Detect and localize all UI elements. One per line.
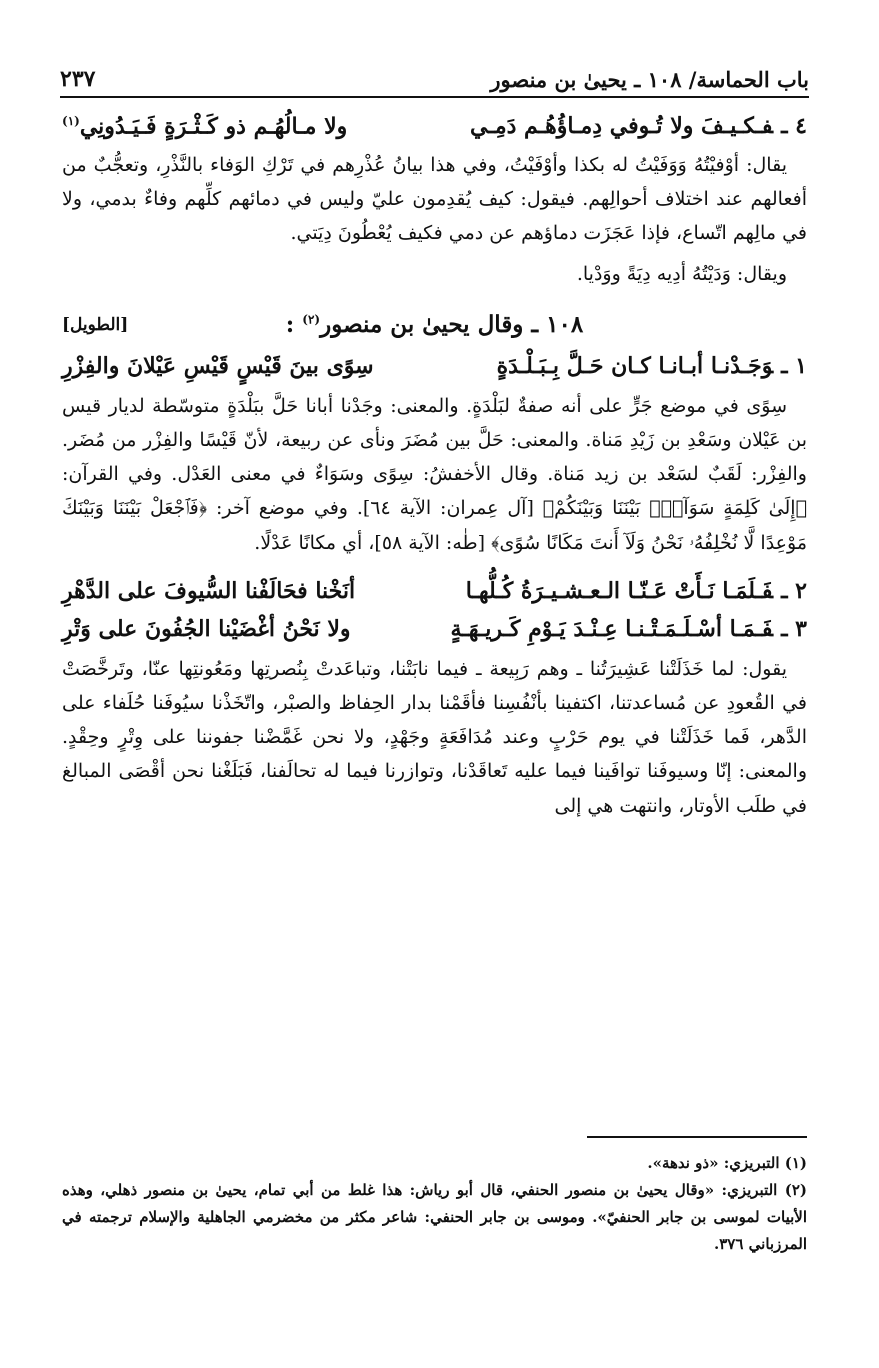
verse-3 — [62, 612, 807, 650]
commentary-paragraph-4: يقول: لما خَذَلَتْنا عَشِيرَتُنا ـ وهم رَبِيعة ـ فيما نابَتْنا، وتباعَدتْ بِنُصرتِها ومَعُونتِها عنّا، وتَرخَّصَتْ في القُعودِ عن مُساعدتنا، اكتفينا بأنْفُسِنا فأقَمْنا بدار الحِفاظ والصبْر، واتّخَذْنا سيُوفَنا حُلَفاء على الدَّهر، فَما خَذَلَتْنا في يوم حَرْبٍ وعند مُدَافَعَةٍ وجَهْدٍ، ولا نحن غَمَّضْنا جفوننا على وِتْرٍ وحِقْدٍ. والمعنى: إنّا وسيوفَنا توافَينا فيما عليه تَعاقَدْنا، وتوازرنا فيما له تحالَفنا، فَبَلَغْنا نحن أقْصَى المبالغ في طلَب الأوتار، وانتهت هي إلى — [62, 657, 807, 817]
verse-number: ١ ـ — [781, 352, 807, 379]
footnote-ref-1: (١) — [62, 114, 80, 128]
verse-text: فَـمَـا أسْـلَـمَـتْـنـا عِـنْـدَ يَـوْمِ كَـريـهَـةٍ — [450, 615, 774, 642]
verse-1-first-hemistich — [497, 349, 807, 383]
verse-2-second-hemistich: أنَخْنا فحَالَفْنا السُّيوفَ على الدَّهْرِ — [62, 577, 356, 604]
verse-4-second-hemistich — [62, 104, 347, 143]
footnotes — [62, 1150, 807, 1258]
page-number: ٢٣٧ — [60, 66, 96, 92]
meter-label: [الطويل] — [62, 314, 129, 335]
verse-number: ٣ ـ — [781, 615, 807, 642]
verse-4-first-hemistich — [470, 109, 807, 143]
verse-3-second-hemistich: ولا نَحْنُ أغْضَيْنا الجُفُونَ على وَتْرِ — [62, 615, 351, 642]
footnote-rule — [587, 1136, 807, 1138]
footnote-2: (٢) التبريزي: «وقال يحيىٰ بن منصور الحنفي، قال أبو رياش: هذا غلط من أبي تمام، يحيىٰ بن منصور ذهلي، وهذه الأبيات لموسى بن جابر الحنفيّ». وموسى بن جابر الحنفي: شاعر مكثر من مخضرمي الجاهلية والإسلام ترجمته في المرزباني ٣٧٦. — [62, 1181, 807, 1253]
verse-text: ولا مـالُهُـم ذو كَـثْـرَةٍ فَـيَـدُونِي — [79, 113, 348, 140]
verse-1-second-hemistich: سِوًى بينَ قَيْسٍ قَيْسِ عَيْلانَ والفِزْرِ — [62, 352, 374, 379]
footnote-ref-2: (٢) — [302, 312, 321, 327]
verse-4 — [62, 104, 807, 142]
verse-3-first-hemistich — [450, 612, 807, 646]
poem-title — [286, 311, 583, 338]
verse-2 — [62, 574, 807, 612]
commentary-paragraph-1: يقال: أوْفيْتُهُ وَوَفَيْتُ له بكذا وأوْفَيْتُ، وفي هذا بيانُ عُذْرِهم في تَرْكِ الوَفاء بالنَّذْرِ، وتعجُّبٌ من أفعالهم عند اختلاف أحوالِهم. فيقول: كيف يُقدِمون عليّ وليس في دمائهم كلِّهم وفاءٌ بدمي، ولا في مالِهم اتّساع، فإذا عَجَزَت دماؤهم عن دمي فكيف يُعْطُونَ دِيَتي. — [62, 154, 807, 245]
footnote-1: (١) التبريزي: «ذو ندهة». — [647, 1154, 807, 1172]
verse-text: فَـلَمَـا نَـأَتْ عَـنّـا الـعـشـيـرَةُ كُـلُّهـا — [465, 577, 774, 604]
page-body — [62, 104, 807, 823]
chapter-title: باب الحماسة/ ١٠٨ ـ يحيىٰ بن منصور — [490, 67, 809, 92]
verse-number: ٢ ـ — [781, 577, 807, 604]
verse-text: وَجَـدْنـا أبـانـا كـان حَـلَّ بِـبَـلْـدَةٍ — [496, 352, 774, 379]
poem-title-colon: : — [285, 311, 295, 339]
poem-title-text: ١٠٨ ـ وقال يحيىٰ بن منصور — [320, 311, 584, 339]
verse-1 — [62, 349, 807, 387]
running-header — [60, 52, 809, 98]
poem-heading — [62, 301, 807, 349]
commentary-paragraph-3: سِوًى في موضع جَرٍّ على أنه صفةٌ لبَلْدَةٍ. والمعنى: وجَدْنا أبانا حَلَّ ببَلْدَةٍ متوسّطة لديار قيس بن عَيْلان وسَعْدِ بن زَيْدِ مَناة. والمعنى: حَلَّ بين مُضَرَ ونأى عن ربيعة، لأنّ قَيْسًا والفِزْر من مُضَر. والفِزْر: لَقَبٌ لسَعْد بن زيد مَناة. وقال الأخفشُ: سِوًى وسَوَاءٌ في معنى العَدْل. وفي القرآن: ﴿إِلَىٰ كَلِمَةٍ سَوَآءِۭ بَيْنَنَا وَبَيْنَكُمْ﴾ [آل عِمران: الآية ٦٤]. وفي موضع آخر: ﴿فَٱجْعَلْ بَيْنَنَا وَبَيْنَكَ مَوْعِدًا لَّا نُخْلِفُهُۥ نَحْنُ وَلَآ أَنتَ مَكَانًا سُوًى﴾ [طٰه: الآية ٥٨]، أي مكانًا عَدْلًا. — [62, 394, 807, 554]
verse-number: ٤ ـ — [781, 113, 807, 140]
verse-2-first-hemistich — [466, 574, 807, 608]
commentary-paragraph-2: ويقال: وَدَيْتُهُ أدِيه دِيَةً ووَدْيا. — [576, 262, 787, 285]
verse-text: فـكـيـفَ ولا تُـوفي دِمـاؤُهُـم دَمِـي — [470, 113, 774, 140]
